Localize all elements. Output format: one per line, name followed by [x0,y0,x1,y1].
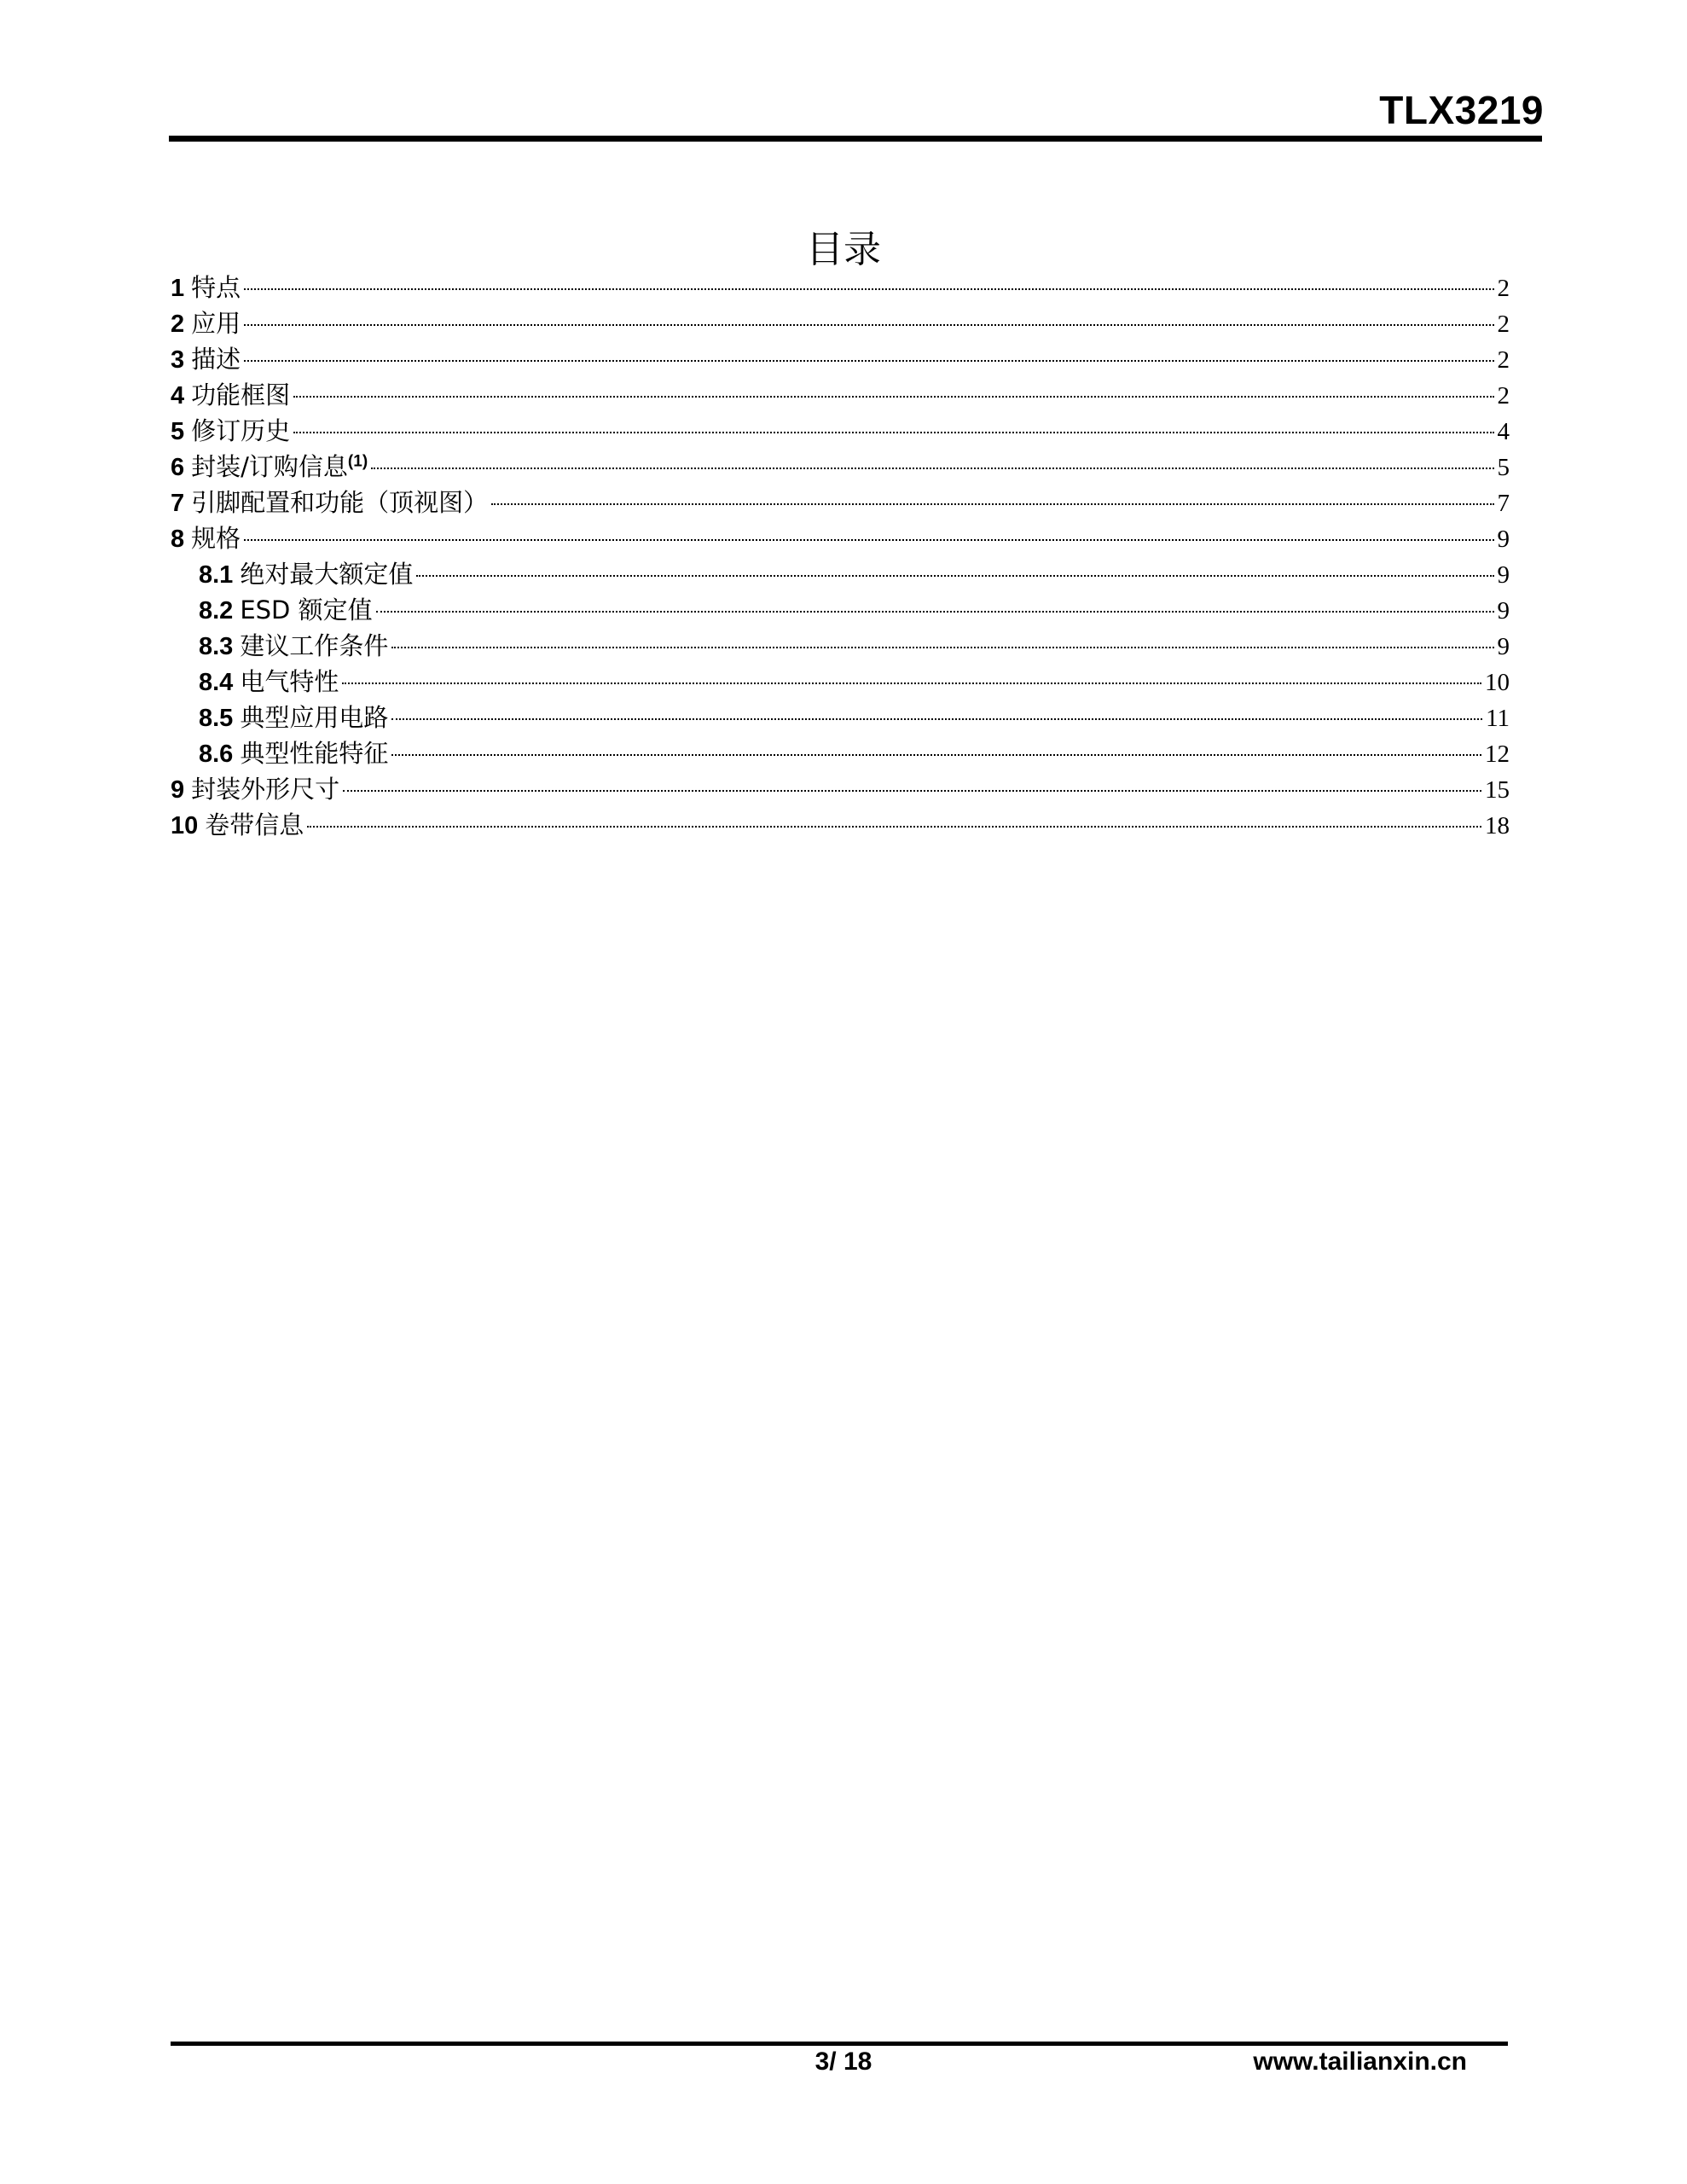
toc-entry[interactable] [171,628,1510,664]
toc-dot-leader [371,468,1493,469]
toc-dot-leader [376,611,1494,613]
toc-entry[interactable] [171,413,1510,449]
toc-entry[interactable] [171,664,1510,700]
toc-dot-leader [391,754,1481,756]
toc-entry-title-text: 引脚配置和功能（顶视图） [191,488,489,517]
toc-entry-title [191,305,241,341]
toc-entry-title-text: ESD 额定值 [240,595,373,624]
page-number: 3/ 18 [815,2048,872,2076]
toc-dot-leader [293,396,1493,398]
toc-entry-title [240,700,388,735]
toc-entry-number: 8.6 [199,741,234,768]
header-divider [169,136,1542,142]
toc-entry-number: 3 [171,346,185,374]
toc-entry-number: 8.3 [199,633,234,660]
table-of-contents [171,270,1510,843]
toc-entry-number: 7 [171,490,185,517]
toc-entry-number: 8 [171,526,185,553]
toc-entry-title-text: 绝对最大额定值 [240,560,414,589]
toc-entry-number: 9 [171,776,185,804]
toc-entry-number: 6 [171,454,185,481]
toc-entry-title-text: 描述 [191,345,241,374]
toc-entry-page: 2 [1497,275,1510,302]
toc-entry-title [191,341,241,377]
toc-entry-page: 15 [1485,776,1510,804]
toc-entry-number: 1 [171,275,185,302]
toc-entry-title [240,592,372,628]
toc-entry-title-text: 规格 [191,524,241,553]
toc-entry-page: 9 [1497,597,1510,624]
toc-entry-page: 11 [1486,705,1510,732]
toc-dot-leader [244,288,1493,290]
toc-entry[interactable] [171,700,1510,735]
toc-entry-title [240,556,413,592]
toc-entry-title [191,520,241,556]
toc-entry[interactable] [171,341,1510,377]
toc-entry-title-text: 特点 [191,273,241,302]
toc-entry-number: 8.2 [199,597,234,624]
toc-entry-title [191,413,290,449]
toc-entry-title-text: 封装/订购信息 [191,452,348,481]
toc-dot-leader [391,647,1493,648]
toc-entry-title [240,735,388,771]
toc-entry[interactable] [171,305,1510,341]
toc-entry-footnote-marker: (1) [347,452,368,471]
toc-dot-leader [307,826,1481,828]
toc-entry-title-text: 修订历史 [191,416,291,445]
toc-entry-number: 4 [171,382,185,410]
toc-entry-title-text: 应用 [191,309,241,338]
toc-entry-title-text: 电气特性 [240,667,339,696]
toc-entry-number: 8.4 [199,669,234,696]
toc-dot-leader [491,503,1493,505]
toc-entry-title-text: 功能框图 [191,380,291,410]
toc-entry-title [191,485,488,520]
toc-entry-page: 2 [1497,311,1510,338]
toc-entry-number: 10 [171,812,199,839]
toc-entry-title-text: 卷带信息 [205,810,304,839]
toc-entry[interactable] [171,270,1510,305]
toc-entry[interactable] [171,485,1510,520]
toc-entry-page: 9 [1497,633,1510,660]
toc-entry-number: 5 [171,418,185,445]
toc-entry-title-text: 典型性能特征 [240,739,389,768]
toc-entry-title [191,270,241,305]
toc-entry-page: 10 [1485,669,1510,696]
footer-website-link[interactable]: www.tailianxin.cn [1253,2048,1467,2076]
toc-dot-leader [416,575,1493,577]
toc-dot-leader [391,718,1482,720]
toc-entry[interactable] [171,592,1510,628]
toc-entry-page: 9 [1497,526,1510,553]
toc-entry-title-text: 封装外形尺寸 [191,775,340,804]
toc-entry-title [240,664,339,700]
toc-dot-leader [342,682,1481,684]
footer-divider [171,2042,1508,2046]
toc-entry-page: 2 [1497,382,1510,410]
toc-entry-title [240,628,388,664]
toc-dot-leader [244,324,1493,326]
toc-dot-leader [343,790,1481,792]
toc-entry[interactable] [171,735,1510,771]
toc-heading: 目录 [806,228,881,271]
toc-entry-number: 8.5 [199,705,234,732]
toc-entry-title-text: 建议工作条件 [240,631,389,660]
toc-entry-title [191,771,339,807]
toc-entry-page: 5 [1497,454,1510,481]
toc-entry-number: 2 [171,311,185,338]
toc-entry-title [191,449,368,485]
toc-entry-page: 12 [1485,741,1510,768]
toc-entry-title [205,807,304,843]
toc-entry-page: 2 [1497,346,1510,374]
toc-dot-leader [244,539,1493,541]
toc-entry-page: 4 [1497,418,1510,445]
toc-entry-title-text: 典型应用电路 [240,703,389,732]
toc-entry[interactable] [171,449,1510,485]
toc-entry[interactable] [171,520,1510,556]
toc-entry[interactable] [171,556,1510,592]
toc-entry-number: 8.1 [199,561,234,589]
toc-entry[interactable] [171,771,1510,807]
toc-dot-leader [293,432,1493,433]
toc-dot-leader [244,360,1493,362]
toc-entry-title [191,377,290,413]
toc-entry-page: 7 [1497,490,1510,517]
toc-entry[interactable] [171,377,1510,413]
document-title: TLX3219 [1379,88,1544,132]
toc-entry[interactable] [171,807,1510,843]
toc-entry-page: 9 [1497,561,1510,589]
toc-entry-page: 18 [1485,812,1510,839]
